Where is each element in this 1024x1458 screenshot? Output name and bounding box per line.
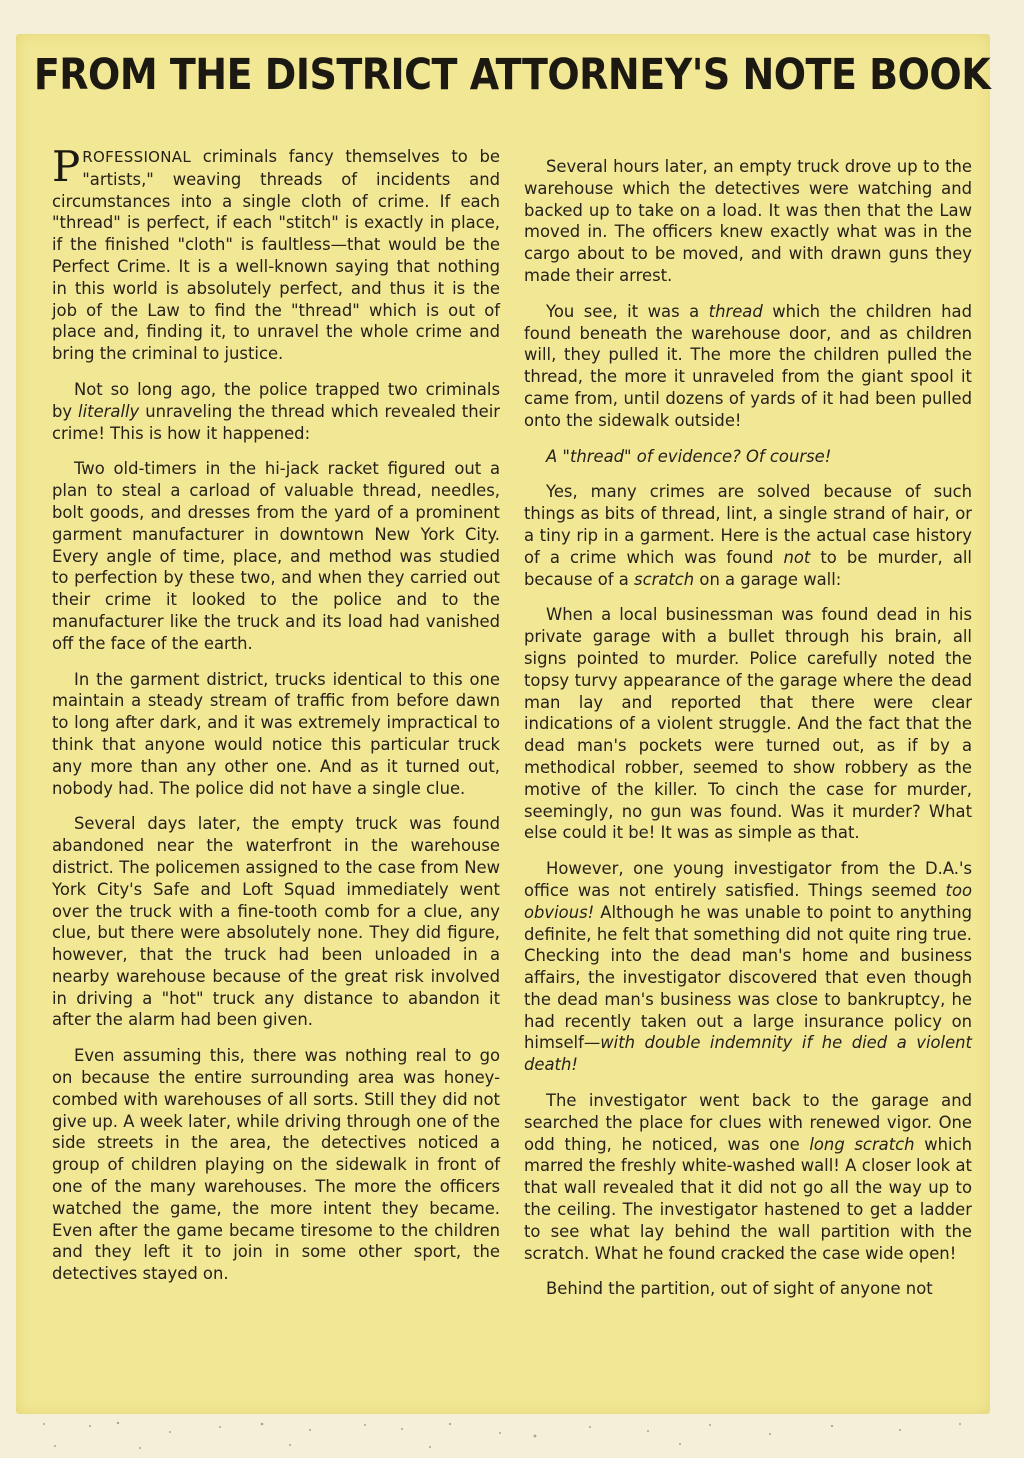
paragraph: In the garment district, trucks identical to this one maintain a steady stream of traffic from before dawn to long after dark, and it was extremely impractical to think that anyone would notice this particular truck any more than any other one. And as it turned out, nobody had. The police did not have a single clue. [52, 669, 500, 798]
paragraph [52, 379, 500, 444]
lead-word: ROFESSIONAL [82, 148, 192, 166]
paragraph-text: The investigator went back to the garage and searched the place for clues with renewed vigor. One odd thing, he noticed, was one [524, 1091, 972, 1154]
paragraph-text: However, one young investigator from the D.A.'s office was not entirely satisfied. Things seemed [524, 859, 972, 900]
paragraph-text: which marred the freshly white-washed wall! A closer look at that wall revealed that it did not go all the way up to the ceiling. The investigator hastened to get a ladder to see what lay behind the wall partition with the scratch. What he found cracked the case wide open! [524, 1134, 972, 1263]
paragraph: Two old-timers in the hi-jack racket figured out a plan to steal a carload of valuable thread, needles, bolt goods, and dresses from the yard of a prominent garment manufacturer in downtown New York City. Every angle of time, place, and method was studied to perfection by these two, and when they carried out their crime it looked to the police and to the manufacturer like the truck and its load had vanished off the face of the earth. [52, 459, 500, 653]
paragraph: Even assuming this, there was nothing real to go on because the entire surrounding area was honey-combed with warehouses of all sorts. Still they did not give up. A week later, while driving through one of the side streets in the area, the detectives noticed a group of children playing on the sidewalk in front of one of the many warehouses. The more the officers watched the game, the more intent they became. Even after the game became tiresome to the children and they left it to join in some other sport, the detectives stayed on. [52, 1046, 500, 1284]
emphasis-text: too obvious! [524, 880, 972, 922]
emphasis-text: long scratch [809, 1134, 915, 1154]
left-column [52, 142, 500, 1299]
print-specks [30, 1418, 1010, 1454]
drop-cap: P [52, 142, 81, 191]
paragraph-text: which the children had found beneath the warehouse door, and as children will, they pulled it. The more the children pulled the thread, the more it unraveled from the giant spool it came from, until dozens of yards of it had been pulled onto the sidewalk outside! [524, 301, 972, 430]
paragraph-text: Not so long ago, the police trapped two criminals by [52, 379, 500, 421]
paragraph: Behind the partition, out of sight of anyone not [546, 1279, 933, 1299]
paragraph: Several hours later, an empty truck drove up to the warehouse which the detectives were watching and backed up to take on a load. It was then that the Law moved in. The officers knew exactly what was in the cargo about to be moved, and with drawn guns they made their arrest. [524, 157, 972, 285]
paragraph-text: You see, it was a [546, 301, 709, 321]
paragraph [524, 858, 972, 1076]
emphasis-text: literally [78, 401, 140, 421]
paragraph: A "thread" of evidence? Of course! [546, 446, 832, 466]
paragraph: When a local businessman was found dead in his private garage with a bullet through his brain, all signs pointed to murder. Police carefully noted the topsy turvy appearance of the garage where the dead man lay and reported that there were clear indications of a violent struggle. And the fact that the dead man's pockets were turned out, as if by a methodical robber, seemed to show robbery as the motive of the killer. To cinch the case for murder, seemingly, no gun was found. Was it murder? What else could it be! It was as simple as that. [524, 605, 972, 843]
emphasis-text: not [783, 547, 811, 567]
paragraph-text: criminals fancy themselves to be "artists," weaving threads of incidents and circumstances into a single cloth of crime. If each "thread" is perfect, if each "stitch" is exactly in place, if the finished "cloth" is faultless—that would be the Perfect Crime. It is a well-known saying that nothing in this world is absolutely perfect, and thus it is the job of the Law to find the "thread" which is out of place and, finding it, to unravel the whole crime and bring the criminal to justice. [52, 147, 500, 364]
paragraph-text: Yes, many crimes are solved because of such things as bits of thread, lint, a single strand of hair, or a tiny rip in a garment. Here is the actual case history of a crime which was found [524, 482, 972, 567]
paragraph-text: on a garage wall: [694, 569, 842, 589]
emphasis-text: scratch [634, 569, 695, 589]
paragraph-text: to be murder, all because of a [524, 547, 972, 589]
paragraph [52, 142, 500, 365]
emphasis-text: thread [708, 301, 763, 321]
right-column [524, 156, 972, 1314]
paragraph-text: Although he was unable to point to anything definite, he felt that something did not quite ring true. Checking into the dead man's home and business affairs, the investigator discovered that even though the dead man's business was close to bankruptcy, he had recently taken out a large insurance policy on himself— [524, 902, 972, 1053]
paragraph-text: unraveling the thread which revealed their crime! This is how it happened: [52, 401, 500, 443]
paragraph [524, 1090, 972, 1264]
paragraph [524, 481, 972, 590]
page-title: FROM THE DISTRICT ATTORNEY'S NOTE BOOK [33, 50, 991, 100]
paragraph: Several days later, the empty truck was found abandoned near the waterfront in the warehouse district. The policemen assigned to the case from New York City's Safe and Loft Squad immediately went over the truck with a fine-tooth comb for a clue, any clue, but there were absolutely none. They did figure, however, that the truck had been unloaded in a nearby warehouse because of the great risk involved in driving a "hot" truck any distance to abandon it after the alarm had been given. [52, 814, 500, 1030]
paragraph [524, 301, 972, 432]
emphasis-text: with double indemnity if he died a violent death! [524, 1033, 972, 1075]
